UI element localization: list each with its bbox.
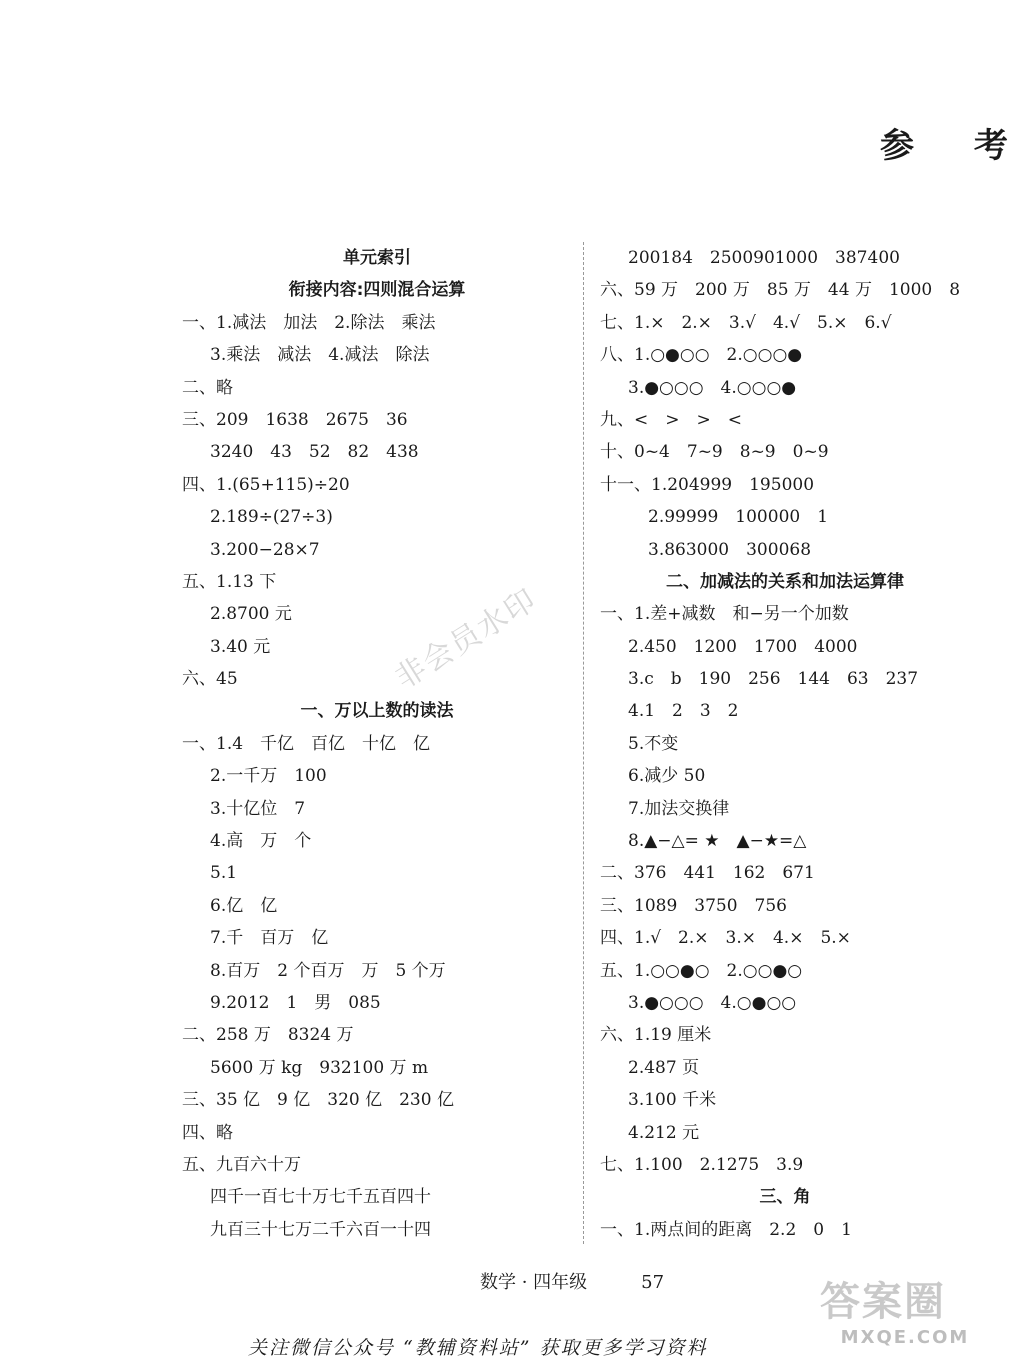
answer-line: 五、1.13 下 bbox=[182, 571, 277, 592]
answer-line: 2.8700 元 bbox=[210, 604, 292, 625]
answer-line: 5.不变 bbox=[628, 733, 679, 754]
answer-line: 六、59 万 200 万 85 万 44 万 1000 8 bbox=[600, 280, 961, 301]
site-logo bbox=[820, 1270, 990, 1358]
answer-line: 二、376 441 162 671 bbox=[600, 863, 815, 884]
answer-line: 一、1.差+减数 和−另一个加数 bbox=[600, 604, 849, 625]
answer-line: 九百三十七万二千六百一十四 bbox=[210, 1219, 431, 1240]
answer-line: 四、1.(65+115)÷20 bbox=[182, 474, 350, 495]
answer-line: 五、1.○○●○ 2.○○●○ bbox=[600, 960, 803, 981]
answer-line: 2.一千万 100 bbox=[210, 766, 327, 787]
section-heading: 三、角 bbox=[759, 1187, 811, 1208]
column-divider bbox=[583, 242, 584, 1244]
answer-line: 2.450 1200 1700 4000 bbox=[628, 636, 858, 657]
answer-line: 一、1.减法 加法 2.除法 乘法 bbox=[182, 312, 436, 333]
answer-line: 3.100 千米 bbox=[628, 1090, 717, 1111]
answer-line: 一、1.两点间的距离 2.2 0 1 bbox=[600, 1219, 852, 1240]
page-footer bbox=[480, 1268, 664, 1294]
section-heading: 二、加减法的关系和加法运算律 bbox=[666, 571, 904, 592]
section-heading: 单元索引 bbox=[343, 248, 411, 268]
answer-line: 九、< > > < bbox=[600, 409, 742, 430]
answer-line: 2.189÷(27÷3) bbox=[210, 507, 333, 528]
page-number: 57 bbox=[641, 1272, 665, 1293]
answer-line: 5600 万 kg 932100 万 m bbox=[210, 1057, 429, 1078]
page-title: 参 考 bbox=[880, 126, 1032, 166]
answer-line: 十一、1.204999 195000 bbox=[600, 474, 815, 495]
answer-line: 七、1.100 2.1275 3.9 bbox=[600, 1154, 804, 1175]
answer-line: 3.●○○○ 4.○○○● bbox=[628, 377, 797, 398]
answer-line: 7.千 百万 亿 bbox=[210, 928, 329, 949]
answer-line: 七、1.× 2.× 3.√ 4.√ 5.× 6.√ bbox=[600, 312, 892, 333]
answer-line: 3.●○○○ 4.○●○○ bbox=[628, 992, 797, 1013]
answer-line: 四、1.√ 2.× 3.× 4.× 5.× bbox=[600, 928, 851, 949]
logo-seal: 答案圈 bbox=[820, 1279, 946, 1325]
answer-line: 二、258 万 8324 万 bbox=[182, 1025, 354, 1046]
answer-line: 8.百万 2 个百万 万 5 个万 bbox=[210, 960, 446, 981]
answer-line: 4.1 2 3 2 bbox=[628, 701, 739, 722]
answer-line: 3.863000 300068 bbox=[648, 539, 812, 560]
left-column bbox=[182, 242, 572, 1246]
answer-line: 5.1 bbox=[210, 863, 238, 884]
answer-line: 8.▲−△= ★ ▲−★=△ bbox=[628, 831, 807, 852]
answer-line: 9.2012 1 男 085 bbox=[210, 992, 381, 1013]
promo-text: 关注微信公众号 “教辅资料站” 获取更多学习资料 bbox=[248, 1337, 708, 1359]
logo-site: MXQE.COM bbox=[840, 1327, 970, 1348]
answer-line: 3.40 元 bbox=[210, 636, 271, 657]
answer-line: 3.十亿位 7 bbox=[210, 798, 306, 819]
answer-line: 四千一百七十万七千五百四十 bbox=[210, 1187, 431, 1208]
answer-line: 六、45 bbox=[182, 669, 238, 690]
answer-line: 三、35 亿 9 亿 320 亿 230 亿 bbox=[182, 1090, 454, 1111]
answer-line: 6.减少 50 bbox=[628, 766, 706, 787]
footer-subject: 数学 · 四年级 bbox=[480, 1272, 588, 1293]
section-heading: 衔接内容:四则混合运算 bbox=[288, 280, 466, 301]
answer-line: 三、209 1638 2675 36 bbox=[182, 409, 408, 430]
answer-line: 2.487 页 bbox=[628, 1057, 700, 1078]
answer-line: 3240 43 52 82 438 bbox=[210, 442, 419, 463]
right-column bbox=[600, 242, 970, 1246]
answer-line: 3.c b 190 256 144 63 237 bbox=[628, 669, 919, 690]
watermark: 非会员水印 bbox=[389, 581, 544, 697]
answer-line: 八、1.○●○○ 2.○○○● bbox=[600, 345, 803, 366]
answer-line: 五、九百六十万 bbox=[182, 1154, 301, 1175]
answer-line: 十、0~4 7~9 8~9 0~9 bbox=[600, 442, 829, 463]
answer-line: 6.亿 亿 bbox=[210, 895, 278, 916]
answer-line: 3.乘法 减法 4.减法 除法 bbox=[210, 345, 430, 366]
answer-line: 六、1.19 厘米 bbox=[600, 1025, 712, 1046]
answer-line: 三、1089 3750 756 bbox=[600, 895, 787, 916]
answer-line: 7.加法交换律 bbox=[628, 798, 730, 819]
answer-line: 200184 2500901000 387400 bbox=[628, 248, 900, 268]
answer-line: 2.99999 100000 1 bbox=[648, 507, 829, 528]
answer-line: 四、略 bbox=[182, 1122, 233, 1143]
answer-line: 一、1.4 千亿 百亿 十亿 亿 bbox=[182, 733, 431, 754]
answer-line: 4.高 万 个 bbox=[210, 831, 312, 852]
answer-line: 4.212 元 bbox=[628, 1122, 700, 1143]
answer-line: 3.200−28×7 bbox=[210, 539, 320, 560]
answer-line: 二、略 bbox=[182, 377, 233, 398]
section-heading: 一、万以上数的读法 bbox=[300, 701, 454, 722]
